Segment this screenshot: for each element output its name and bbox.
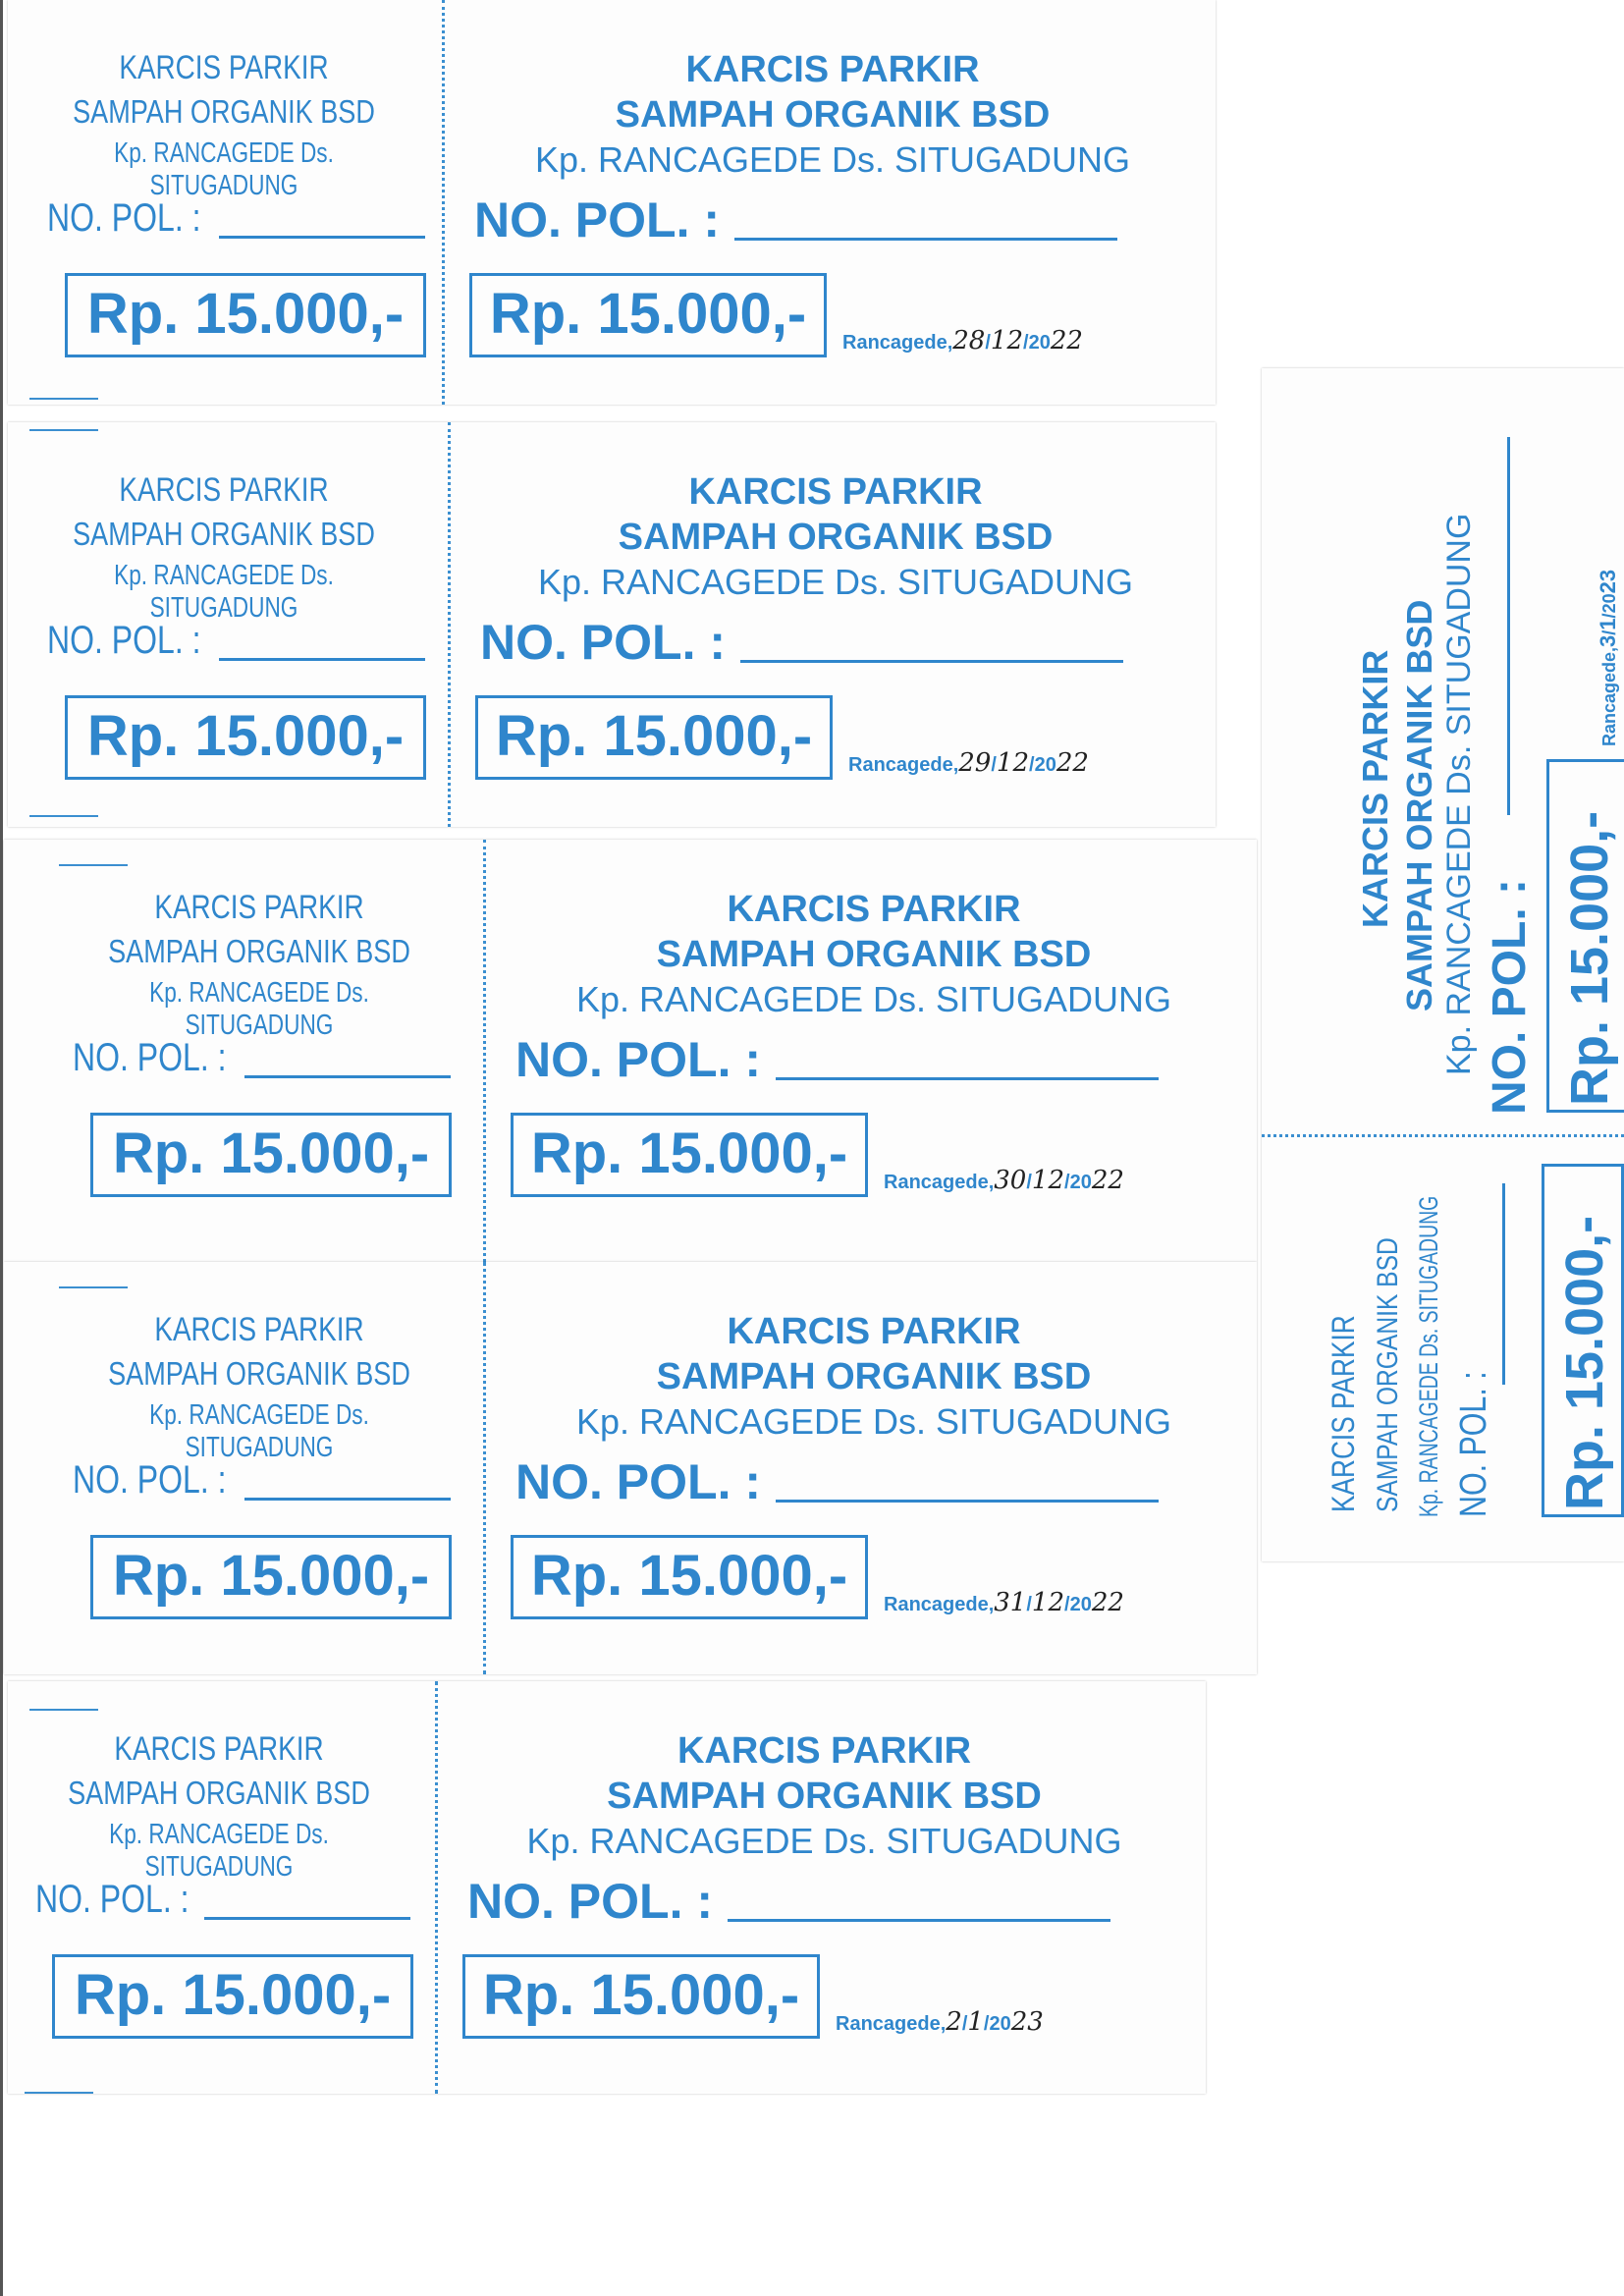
main-nopol-line [734, 238, 1117, 241]
scan-edge [0, 0, 3, 2296]
handwritten-year: 22 [1091, 1166, 1124, 1195]
rotated-main-location: Kp. RANCAGEDE Ds. SITUGADUNG [1440, 513, 1478, 1075]
stub-nopol-line [244, 1075, 451, 1078]
main-location: Kp. RANCAGEDE Ds. SITUGADUNG [537, 562, 1134, 602]
handwritten-year: 22 [1050, 326, 1083, 355]
main-subtitle: SAMPAH ORGANIK BSD [656, 1356, 1092, 1397]
ticket-stub [33, 1262, 485, 1674]
perforation [483, 840, 486, 1262]
rotated-stub-nopol-line [1502, 1183, 1505, 1385]
rotated-stub-subtitle: SAMPAH ORGANIK BSD [1372, 1237, 1404, 1512]
stub-location: Kp. RANCAGEDE Ds. SITUGADUNG [109, 1819, 329, 1883]
handwritten-day: 31 [994, 1588, 1027, 1617]
ticket-stub [8, 1681, 430, 2094]
main-location: Kp. RANCAGEDE Ds. SITUGADUNG [575, 979, 1172, 1019]
cut-mark [29, 1709, 98, 1711]
stub-location: Kp. RANCAGEDE Ds. SITUGADUNG [114, 560, 334, 624]
stub-location: Kp. RANCAGEDE Ds. SITUGADUNG [149, 1399, 369, 1463]
stub-location: Kp. RANCAGEDE Ds. SITUGADUNG [149, 977, 369, 1041]
main-nopol-label: NO. POL. : [515, 1454, 761, 1509]
main-nopol-label: NO. POL. : [467, 1874, 713, 1929]
stub-title: KARCIS PARKIR [154, 889, 364, 926]
perforation [448, 422, 451, 827]
cut-mark [25, 2092, 93, 2094]
stub-nopol-label: NO. POL. : [35, 1878, 189, 1921]
rotated-main-nopol-line [1507, 437, 1510, 815]
stub-subtitle: SAMPAH ORGANIK BSD [108, 933, 410, 969]
handwritten-month: 12 [1031, 1588, 1065, 1617]
cut-mark [59, 1286, 128, 1288]
perforation [1262, 1134, 1624, 1137]
main-location: Kp. RANCAGEDE Ds. SITUGADUNG [575, 1401, 1172, 1442]
main-title: KARCIS PARKIR [727, 889, 1021, 930]
main-nopol-line [740, 660, 1123, 663]
stub-subtitle: SAMPAH ORGANIK BSD [68, 1775, 370, 1811]
stub-title: KARCIS PARKIR [119, 49, 329, 86]
main-nopol-line [776, 1500, 1159, 1503]
stub-nopol-line [204, 1917, 410, 1920]
handwritten-year: 23 [1596, 569, 1620, 594]
rotated-stub-nopol-label: NO. POL. : [1453, 1371, 1494, 1517]
parking-ticket-1 [8, 0, 1216, 405]
parking-ticket-2 [8, 422, 1216, 827]
cut-mark [29, 398, 98, 400]
stub-price-box: Rp. 15.000,- [52, 1954, 413, 2039]
rotated-stub-title: KARCIS PARKIR [1326, 1315, 1361, 1512]
stub-nopol-label: NO. POL. : [47, 619, 201, 662]
parking-ticket-3 [4, 840, 1257, 1262]
stub-location: Kp. RANCAGEDE Ds. SITUGADUNG [114, 137, 334, 201]
stub-nopol-line [244, 1498, 451, 1501]
main-price-box: Rp. 15.000,- [469, 273, 827, 357]
rotated-main-title: KARCIS PARKIR [1355, 649, 1395, 928]
stub-title: KARCIS PARKIR [119, 471, 329, 509]
main-subtitle: SAMPAH ORGANIK BSD [656, 934, 1092, 975]
parking-ticket-4 [4, 1262, 1257, 1674]
rotated-main-subtitle: SAMPAH ORGANIK BSD [1399, 599, 1439, 1011]
rotated-main-price-box: Rp. 15.000,- [1546, 759, 1624, 1113]
stub-nopol-line [219, 658, 425, 661]
ticket-date: Rancagede,30/12/2022 [884, 1166, 1124, 1195]
stub-price-box: Rp. 15.000,- [65, 695, 426, 780]
handwritten-year: 23 [1010, 2007, 1044, 2037]
perforation [442, 0, 445, 405]
stub-nopol-label: NO. POL. : [47, 196, 201, 240]
rotated-stub-price-box: Rp. 15.000,- [1542, 1164, 1624, 1517]
handwritten-year: 22 [1091, 1588, 1124, 1617]
main-price-box: Rp. 15.000,- [511, 1535, 868, 1619]
cut-mark [29, 429, 98, 431]
main-title: KARCIS PARKIR [685, 49, 980, 90]
main-price-box: Rp. 15.000,- [475, 695, 833, 780]
rotated-main-nopol-label: NO. POL. : [1484, 879, 1536, 1115]
rotated-stub-location: Kp. RANCAGEDE Ds. SITUGADUNG [1414, 1195, 1443, 1517]
rotated-date: Rancagede,3/1/2023 [1596, 569, 1620, 746]
main-subtitle: SAMPAH ORGANIK BSD [607, 1776, 1042, 1817]
ticket-stub [8, 0, 440, 405]
main-subtitle: SAMPAH ORGANIK BSD [615, 94, 1051, 136]
stub-price-box: Rp. 15.000,- [90, 1113, 452, 1197]
main-price-box: Rp. 15.000,- [511, 1113, 868, 1197]
handwritten-day: 3 [1596, 634, 1620, 647]
handwritten-day: 28 [952, 326, 986, 355]
ticket-main [491, 840, 1257, 1262]
ticket-date: Rancagede,31/12/2022 [884, 1588, 1124, 1617]
handwritten-month: 1 [1596, 618, 1620, 630]
main-subtitle: SAMPAH ORGANIK BSD [618, 517, 1054, 558]
ticket-main [491, 1262, 1257, 1674]
cut-mark [59, 864, 128, 866]
stub-nopol-line [219, 236, 425, 239]
main-title: KARCIS PARKIR [688, 471, 983, 513]
ticket-date: Rancagede,28/12/2022 [842, 326, 1083, 355]
handwritten-year: 22 [1056, 748, 1089, 778]
parking-ticket-5 [8, 1681, 1206, 2094]
main-location: Kp. RANCAGEDE Ds. SITUGADUNG [534, 139, 1131, 180]
ticket-main [450, 0, 1216, 405]
main-title: KARCIS PARKIR [677, 1730, 972, 1772]
main-nopol-line [776, 1077, 1159, 1080]
ticket-stub [8, 422, 440, 827]
stub-subtitle: SAMPAH ORGANIK BSD [108, 1355, 410, 1392]
cut-mark [29, 815, 98, 817]
ticket-main [443, 1681, 1206, 2094]
perforation [435, 1681, 438, 2094]
stub-nopol-label: NO. POL. : [73, 1036, 227, 1079]
stub-nopol-label: NO. POL. : [73, 1458, 227, 1502]
ticket-date: Rancagede,29/12/2022 [848, 748, 1089, 778]
handwritten-month: 12 [990, 326, 1024, 355]
handwritten-day: 29 [958, 748, 992, 778]
handwritten-month: 12 [996, 748, 1030, 778]
stub-price-box: Rp. 15.000,- [65, 273, 426, 357]
handwritten-day: 30 [994, 1166, 1027, 1195]
handwritten-month: 12 [1031, 1166, 1065, 1195]
perforation [483, 1262, 486, 1674]
main-nopol-label: NO. POL. : [515, 1032, 761, 1087]
main-location: Kp. RANCAGEDE Ds. SITUGADUNG [526, 1821, 1122, 1861]
ticket-stub [33, 840, 485, 1262]
parking-ticket-rotated [1262, 368, 1624, 1561]
handwritten-month: 1 [967, 2007, 984, 2037]
main-title: KARCIS PARKIR [727, 1311, 1021, 1352]
ticket-main [456, 422, 1216, 827]
main-nopol-label: NO. POL. : [480, 615, 726, 670]
ticket-date: Rancagede,2/1/2023 [836, 2007, 1044, 2037]
stub-subtitle: SAMPAH ORGANIK BSD [73, 516, 375, 552]
main-price-box: Rp. 15.000,- [462, 1954, 820, 2039]
handwritten-day: 2 [946, 2007, 962, 2037]
stub-title: KARCIS PARKIR [154, 1311, 364, 1348]
main-nopol-line [728, 1919, 1110, 1922]
stub-subtitle: SAMPAH ORGANIK BSD [73, 93, 375, 130]
stub-title: KARCIS PARKIR [114, 1730, 324, 1768]
stub-price-box: Rp. 15.000,- [90, 1535, 452, 1619]
main-nopol-label: NO. POL. : [474, 192, 720, 247]
